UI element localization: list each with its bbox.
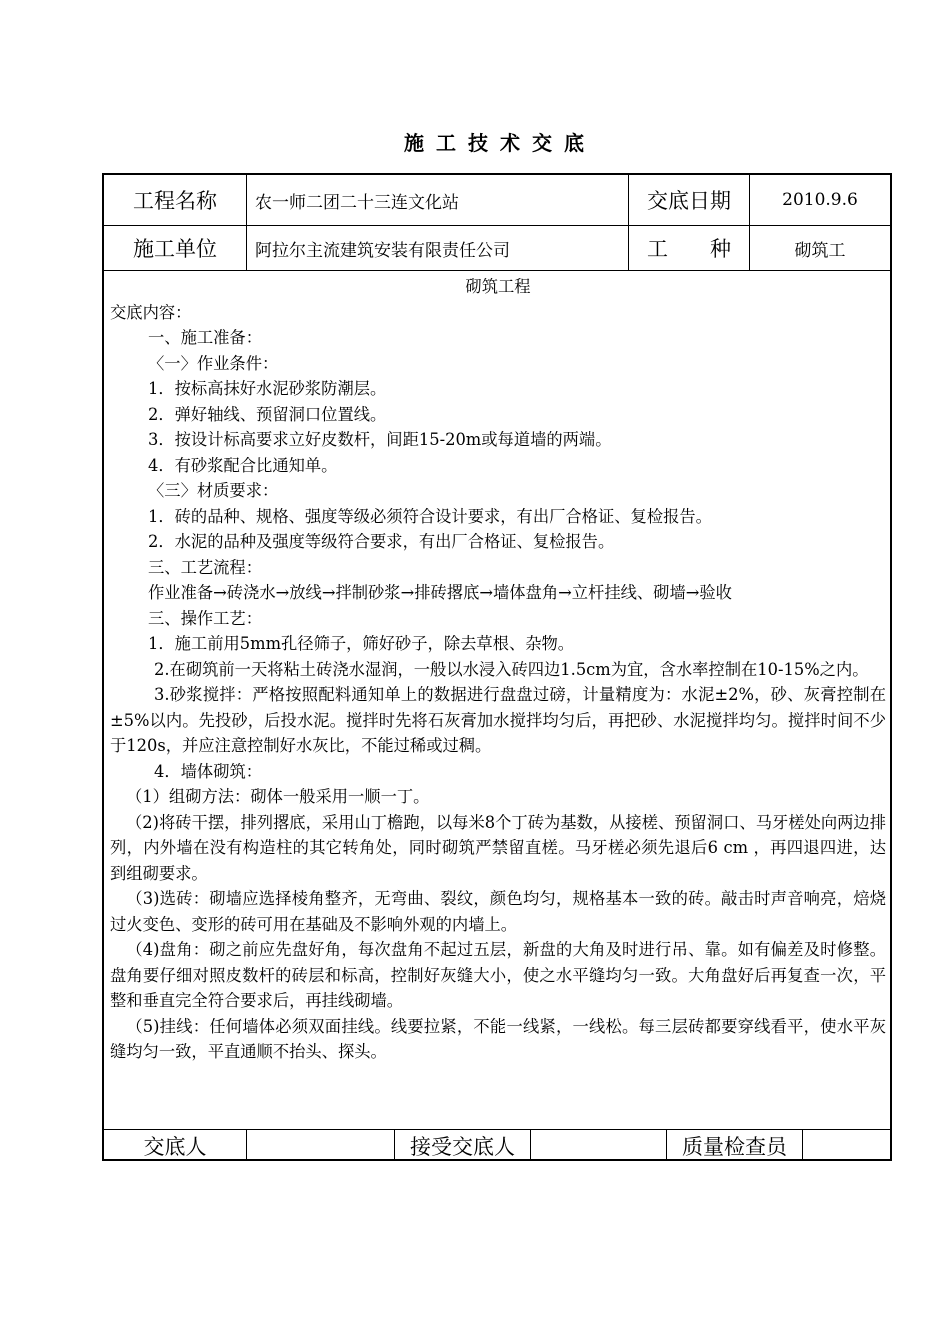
content-paragraph: （5)挂线：任何墙体必须双面挂线。线要拉紧，不能一线紧，一线松。每三层砖都要穿线看平，使水平灰缝均匀一致，平直通顺不抬头、探头。 xyxy=(110,1016,886,1061)
inspector-label: 质量检查员 xyxy=(682,1134,787,1159)
trade-value: 砌筑工 xyxy=(794,240,846,261)
content-line: 3．按设计标高要求立好皮数杆，间距15-20m或每道墙的两端。 xyxy=(148,430,612,449)
project-name-value: 农一师二团二十三连文化站 xyxy=(255,192,459,213)
content-paragraph: （2)将砖干摆，排列撂底，采用山丁檐跑，以每米8个丁砖为基数，从接槎、预留洞口、马牙槎处向两边排列，内外墙在没有构造柱的其它转角处，同时砌筑严禁留直槎。马牙槎必须先退后6 cm ，再四退四进，达到组砌要求。 xyxy=(110,812,886,883)
receiver-signature-field[interactable] xyxy=(531,1130,666,1161)
inspector-signature-field[interactable] xyxy=(803,1130,890,1161)
content-line: （1）组砌方法：砌体一般采用一顺一丁。 xyxy=(126,787,430,806)
content-line: 4．墙体砌筑： xyxy=(154,761,263,781)
handover-form xyxy=(102,173,892,1161)
process-flow: 作业准备→砖浇水→放线→拌制砂浆→排砖撂底→墙体盘角→立杆挂线、砌墙→验收 xyxy=(148,583,732,602)
receiver-label: 接受交底人 xyxy=(410,1134,515,1159)
handover-content xyxy=(110,274,886,1065)
content-line: 1．砖的品种、规格、强度等级必须符合设计要求，有出厂合格证、复检报告。 xyxy=(148,506,712,526)
content-line: 1．施工前用5mm孔径筛子，筛好砂子，除去草根、杂物。 xyxy=(148,634,575,653)
trade-label: 工 种 xyxy=(647,237,731,261)
content-line: 〈三〉材质要求： xyxy=(148,481,279,500)
document-title: 施工技术交底 xyxy=(404,131,596,155)
content-line: 三、操作工艺： xyxy=(148,608,262,628)
content-line: 三、工艺流程： xyxy=(148,557,262,577)
content-line: 2．弹好轴线、预留洞口位置线。 xyxy=(148,404,387,424)
content-paragraph: 3.砂浆搅拌：严格按照配料通知单上的数据进行盘盘过磅，计量精度为：水泥±2%，砂、灰膏控制在±5%以内。先投砂，后投水泥。搅拌时先将石灰膏加水搅拌均匀后，再把砂、水泥搅拌均匀。搅拌时间不少于120s，并应注意控制好水灰比，不能过稀或过稠。 xyxy=(110,685,886,755)
project-name-label: 工程名称 xyxy=(133,189,217,213)
content-line: 2．水泥的品种及强度等级符合要求，有出厂合格证、复检报告。 xyxy=(148,532,615,551)
content-paragraph: （4)盘角：砌之前应先盘好角，每次盘角不起过五层，新盘的大角及时进行吊、靠。如有偏差及时修整。盘角要仔细对照皮数杆的砖层和标高，控制好灰缝大小，使之水平缝均匀一致。大角盘好后再复查一次，平整和垂直完全符合要求后，再挂线砌墙。 xyxy=(110,940,886,1010)
content-heading: 砌筑工程 xyxy=(465,277,531,296)
unit-label: 施工单位 xyxy=(133,237,217,261)
unit-value: 阿拉尔主流建筑安装有限责任公司 xyxy=(255,240,510,261)
row-divider xyxy=(104,270,890,271)
content-line: 1．按标高抹好水泥砂浆防潮层。 xyxy=(148,379,387,398)
presenter-label: 交底人 xyxy=(143,1134,207,1159)
content-line: 〈一〉作业条件： xyxy=(148,353,279,373)
content-paragraph: 2.在砌筑前一天将粘土砖浇水湿润，一般以水浸入砖四边1.5cm为宜，含水率控制在10-15%之内。 xyxy=(154,659,869,679)
date-label: 交底日期 xyxy=(647,189,731,213)
content-paragraph: （3)选砖：砌墙应选择棱角整齐，无弯曲、裂纹，颜色均匀，规格基本一致的砖。敲击时声音响亮，焙烧过火变色、变形的砖可用在基础及不影响外观的内墙上。 xyxy=(110,889,886,934)
presenter-signature-field[interactable] xyxy=(247,1130,394,1161)
content-line: 一、施工准备： xyxy=(148,328,262,347)
date-value: 2010.9.6 xyxy=(782,190,858,210)
content-intro: 交底内容： xyxy=(110,302,192,322)
content-line: 4．有砂浆配合比通知单。 xyxy=(148,455,338,475)
